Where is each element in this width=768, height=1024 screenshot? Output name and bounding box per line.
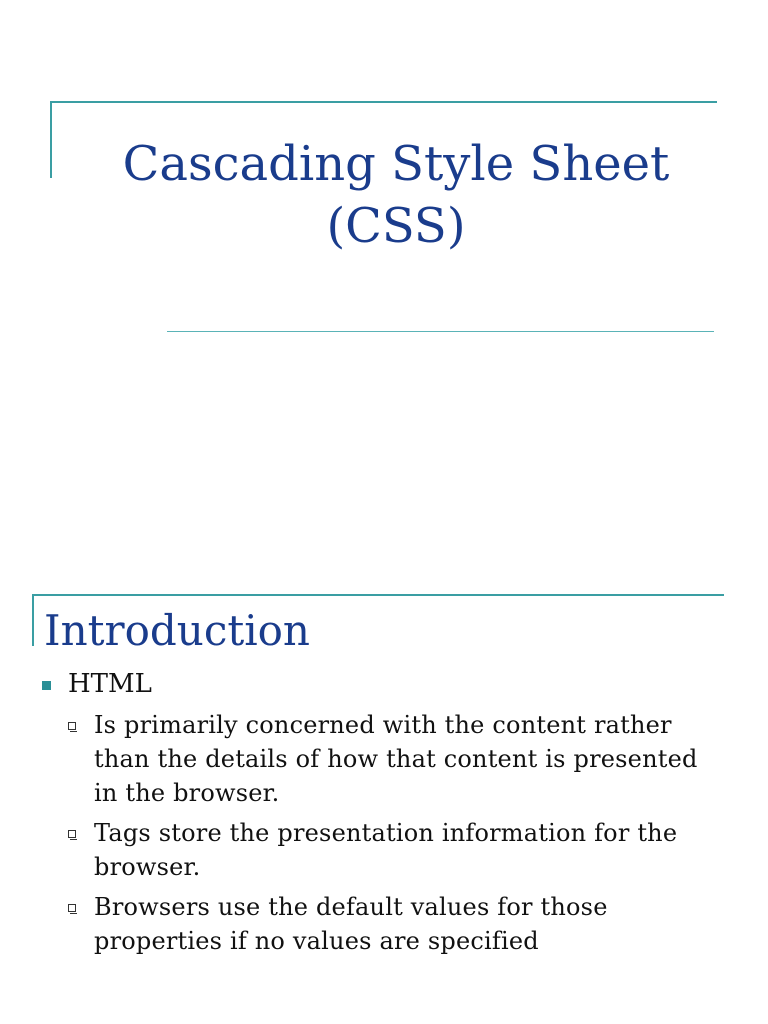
title-frame-horizontal-line <box>50 101 717 103</box>
sub-bullet-list <box>68 708 718 964</box>
slide-title <box>60 133 732 257</box>
sub-bullet-item <box>68 816 718 884</box>
sub-bullet-text: Browsers use the default values for those properties if no values are specified <box>94 893 608 955</box>
hollow-square-bullet-icon <box>68 904 76 912</box>
sub-bullet-item <box>68 708 718 810</box>
sub-bullet-text: Is primarily concerned with the content rather than the details of how that content is presented in the browser. <box>94 711 698 807</box>
heading-frame-horizontal-line <box>32 594 724 596</box>
sub-bullet-item <box>68 890 718 958</box>
bullet-label: HTML <box>68 669 152 699</box>
sub-bullet-text: Tags store the presentation information for the browser. <box>94 819 678 881</box>
slide-title-line-2: (CSS) <box>326 198 466 254</box>
slide-heading: Introduction <box>44 606 310 655</box>
title-underline <box>167 331 714 332</box>
hollow-square-bullet-icon <box>68 722 76 730</box>
hollow-square-bullet-icon <box>68 830 76 838</box>
heading-frame-vertical-line <box>32 594 34 646</box>
title-frame-vertical-line <box>50 101 52 178</box>
square-bullet-icon <box>42 681 51 690</box>
bullet-item-html <box>42 666 152 702</box>
slide-title-line-1: Cascading Style Sheet <box>122 136 670 192</box>
